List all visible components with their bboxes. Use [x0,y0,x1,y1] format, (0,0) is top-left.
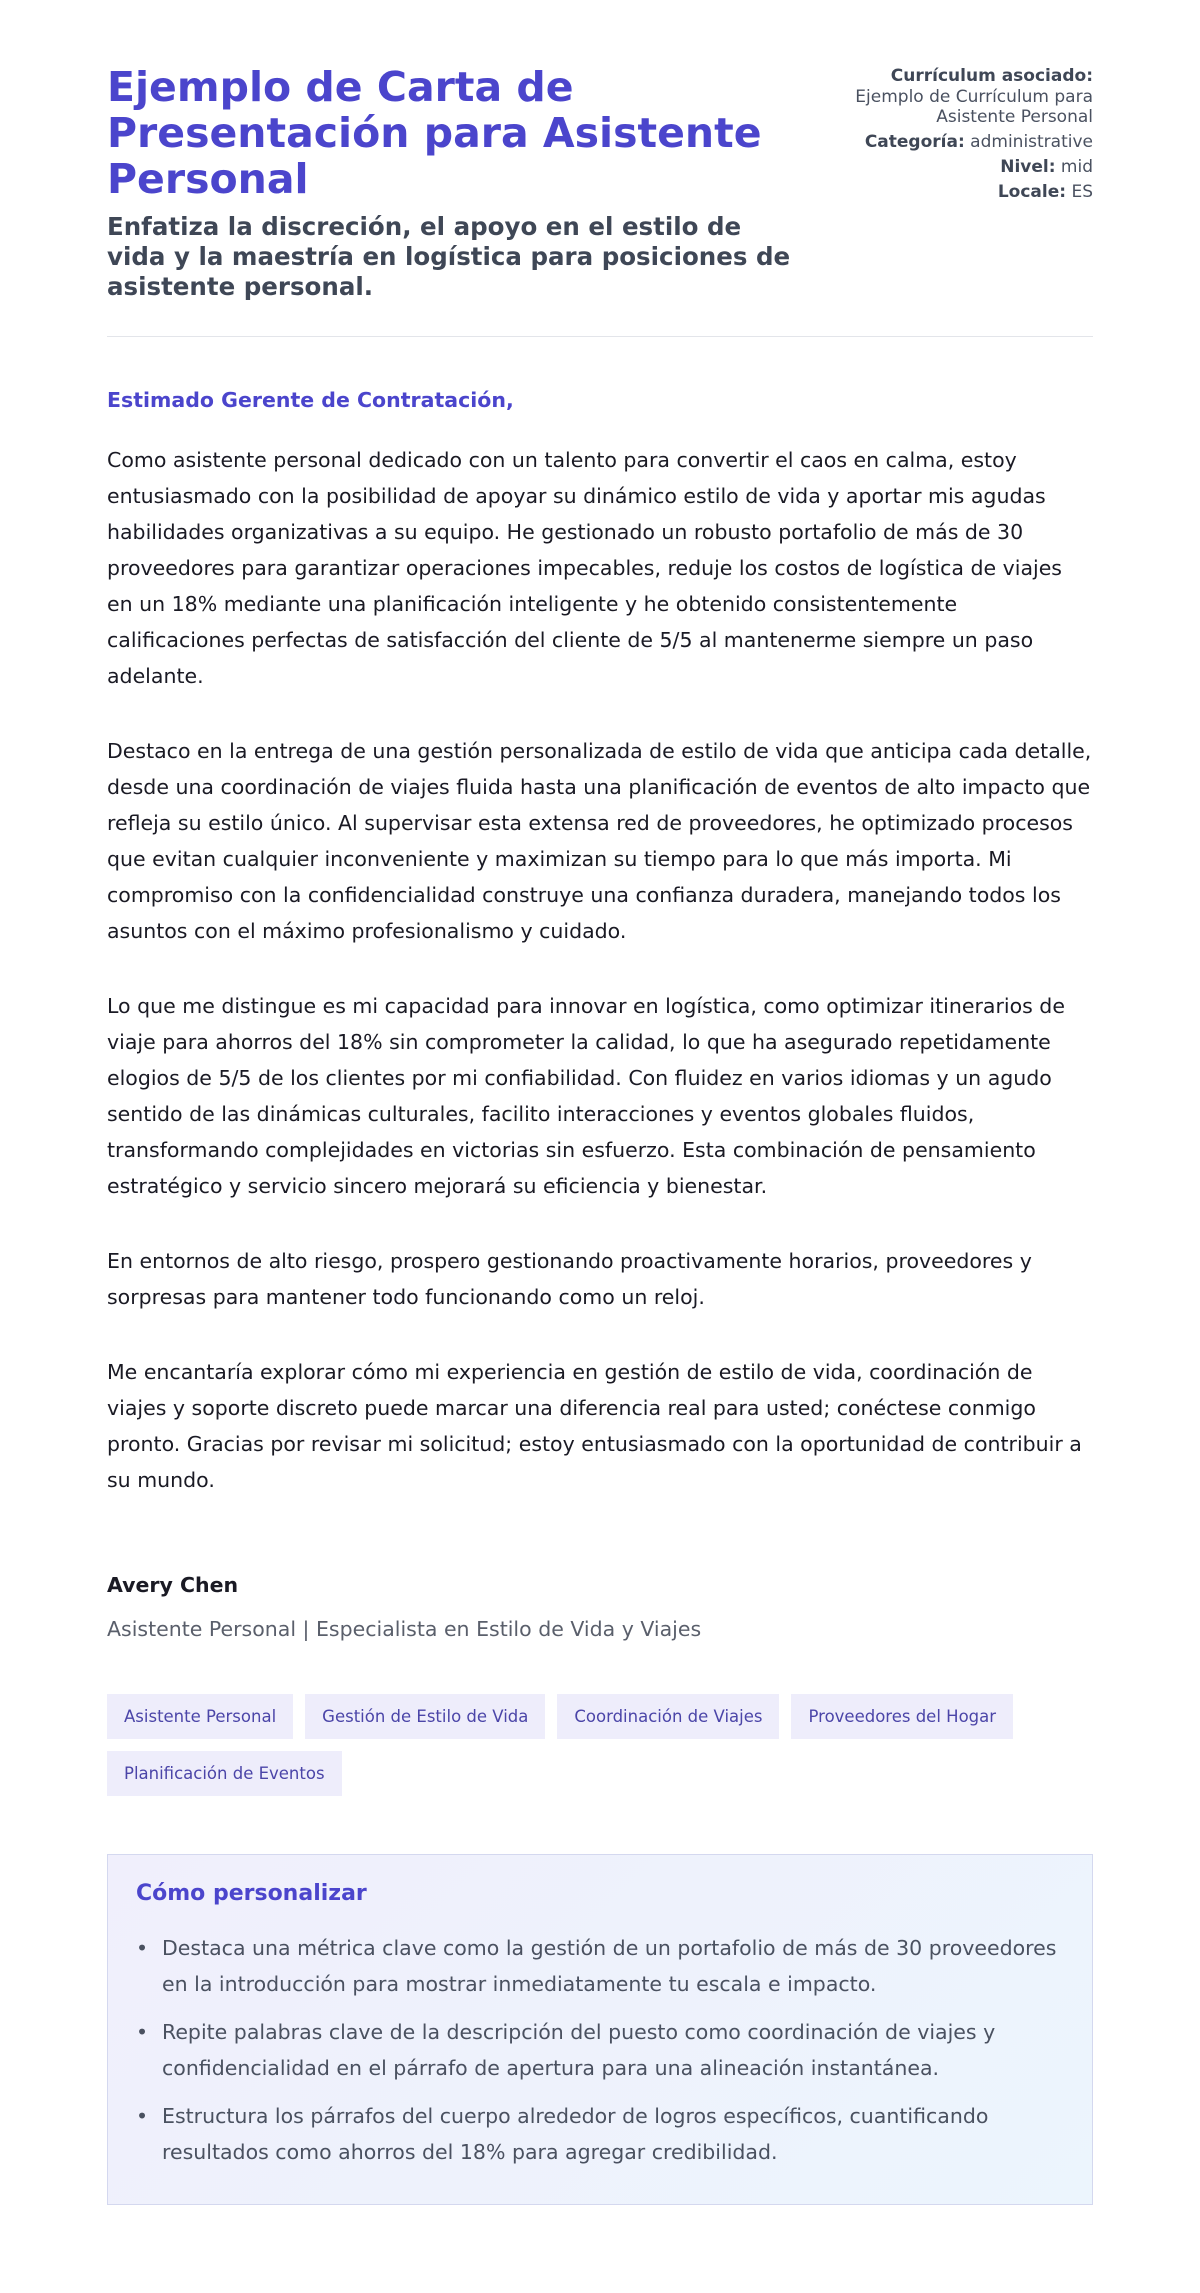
page-subtitle: Enfatiza la discreción, el apoyo en el estilo de vida y la maestría en logística para posiciones de asistente personal. [107,212,791,301]
page-title: Ejemplo de Carta de Presentación para Asistente Personal [107,63,762,203]
letter-paragraph-3: Lo que me distingue es mi capacidad para innovar en logística, como optimizar itinerarios de viaje para ahorros del 18% sin comprometer la calidad, lo que ha asegurado repetidamente elogios de 5/5 de los clientes por mi confiabilidad. Con fluidez en varios idiomas y un agudo sentido de las dinámicas culturales, facilito interacciones y eventos globales fluidos, transformando complejidades en victorias sin esfuerzo. Esta combinación de pensamiento estratégico y servicio sincero mejorará su eficiencia y bienestar. [107,994,1065,1198]
signature-title: Asistente Personal | Especialista en Estilo de Vida y Viajes [107,1617,702,1641]
meta-resume-label: Currículum asociado: [890,66,1093,86]
tag-planificacion-eventos[interactable]: Planificación de Eventos [107,1751,342,1796]
tip-item: • Estructura los párrafos del cuerpo alrededor de logros específicos, cuantificando resultados como ahorros del 18% para agregar credibilidad. [136,2098,1064,2170]
meta-locale [843,182,1093,203]
meta-category-label: Categoría: [864,132,965,152]
meta-category-value: administrative [970,132,1093,152]
meta-level [843,157,1093,178]
header-divider [107,336,1093,337]
tips-title: Cómo personalizar [136,1881,367,1906]
signature-name: Avery Chen [107,1573,239,1597]
page-header [107,64,1093,302]
letter-paragraph-1: Como asistente personal dedicado con un talento para convertir el caos en calma, estoy entusiasmado con la posibilidad de apoyar su dinámico estilo de vida y aportar mis agudas habilidades organizativas a su equipo. He gestionado un robusto portafolio de más de 30 proveedores para garantizar operaciones impecables, reduje los costos de logística de viajes en un 18% mediante una planificación inteligente y he obtenido consistentemente calificaciones perfectas de satisfacción del cliente de 5/5 al mantenerme siempre un paso adelante. [107,448,1062,688]
meta-level-label: Nivel: [1000,157,1056,177]
letter-paragraph-4: En entornos de alto riesgo, prospero gestionando proactivamente horarios, proveedores y sorpresas para mantener todo funcionando como un reloj. [107,1249,1032,1309]
tag-list [107,1694,1093,1796]
meta-category [843,132,1093,153]
tag-asistente-personal[interactable]: Asistente Personal [107,1694,293,1739]
customization-tips-box [107,1854,1093,2205]
meta-resume [843,66,1093,128]
letter-greeting: Estimado Gerente de Contratación, [107,388,514,412]
metadata-panel [843,66,1093,207]
tag-coordinacion-viajes[interactable]: Coordinación de Viajes [557,1694,779,1739]
letter-paragraph-2: Destaco en la entrega de una gestión personalizada de estilo de vida que anticipa cada detalle, desde una coordinación de viajes fluida hasta una planificación de eventos de alto impacto que refleja su estilo único. Al supervisar esta extensa red de proveedores, he optimizado procesos que evitan cualquier inconveniente y maximizan su tiempo para lo que más importa. Mi compromiso con la confidencialidad construye una confianza duradera, manejando todos los asuntos con el máximo profesionalismo y cuidado. [107,739,1092,943]
tag-proveedores-hogar[interactable]: Proveedores del Hogar [791,1694,1013,1739]
letter-paragraph-5: Me encantaría explorar cómo mi experiencia en gestión de estilo de vida, coordinación de viajes y soporte discreto puede marcar una diferencia real para usted; conéctese conmigo pronto. Gracias por revisar mi solicitud; estoy entusiasmado con la oportunidad de contribuir a su mundo. [107,1360,1082,1492]
meta-level-value: mid [1060,157,1093,177]
tip-item: • Repite palabras clave de la descripción del puesto como coordinación de viajes y confidencialidad en el párrafo de apertura para una alineación instantánea. [136,2014,1064,2086]
tips-list [136,1930,1064,2170]
tag-gestion-estilo-vida[interactable]: Gestión de Estilo de Vida [305,1694,545,1739]
meta-locale-value: ES [1071,182,1093,202]
tip-item: • Destaca una métrica clave como la gestión de un portafolio de más de 30 proveedores en la introducción para mostrar inmediatamente tu escala e impacto. [136,1930,1064,2002]
meta-resume-value: Ejemplo de Currículum para Asistente Personal [855,86,1093,127]
meta-locale-label: Locale: [997,182,1067,202]
header-titles [107,64,797,302]
